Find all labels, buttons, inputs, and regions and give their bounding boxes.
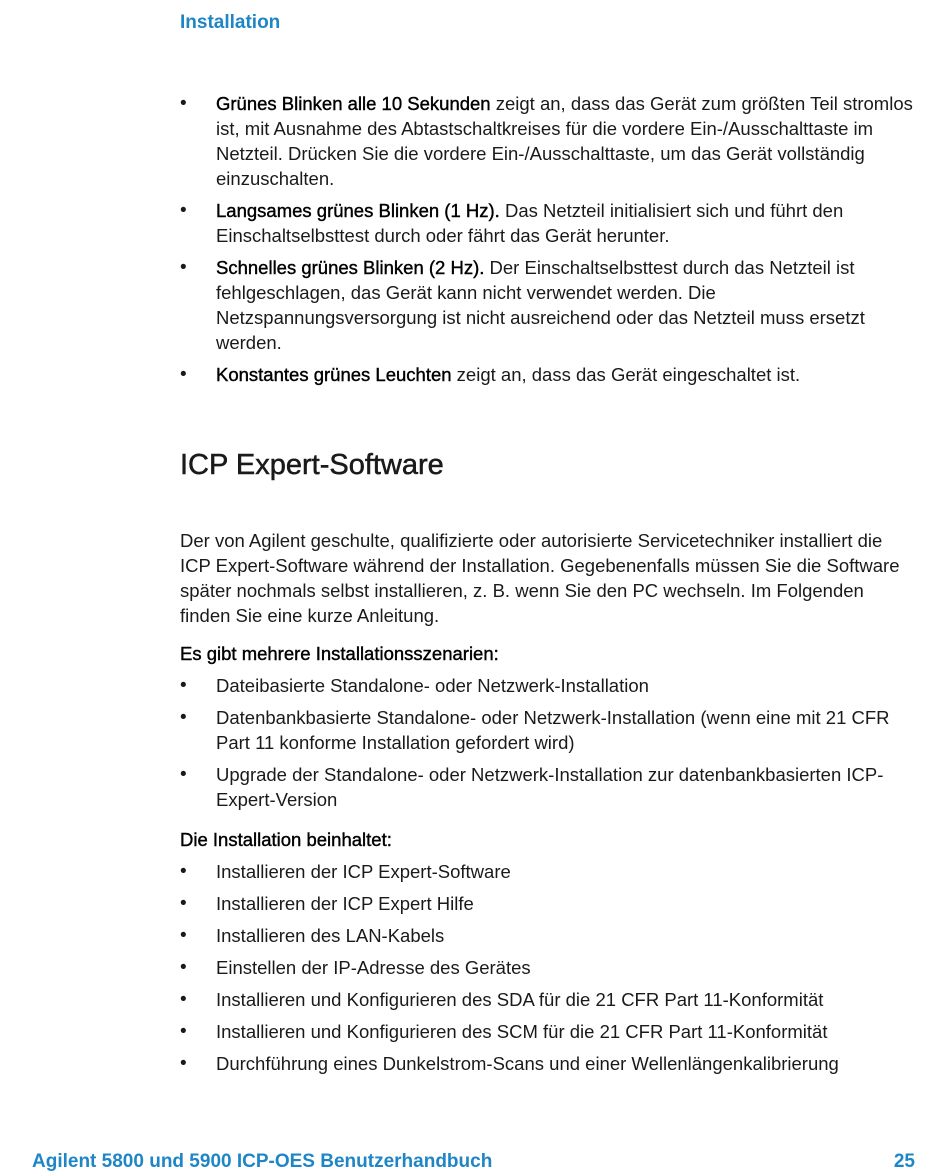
list-item: • Installieren und Konfigurieren des SDA für die 21 CFR Part 11-Konformität [180, 987, 915, 1012]
list-item [180, 362, 915, 387]
led-status-list [180, 91, 915, 387]
list-item: • Durchführung eines Dunkelstrom-Scans und einer Wellenlängenkalibrierung [180, 1051, 915, 1076]
list-item-text: zeigt an, dass das Gerät zum größten Teil stromlos ist, mit Ausnahme des Abtastschaltkreises für die vordere Ein-/Ausschalttaste im Netzteil. Drücken Sie die vordere Ein-/Ausschalttaste, um das Gerät vollständig einzuschalten. [216, 93, 913, 189]
section-intro: Der von Agilent geschulte, qualifizierte oder autorisierte Servicetechniker installiert die ICP Expert-Software während der Installation. Gegebenenfalls müssen Sie die Software später nochmals selbst installieren, z. B. wenn Sie den PC wechseln. Im Folgenden finden Sie eine kurze Anleitung. [180, 530, 900, 626]
list-item: • Dateibasierte Standalone- oder Netzwerk-Installation [180, 673, 915, 698]
list-item-lead: Langsames grünes Blinken (1 Hz). [216, 200, 500, 221]
list-item: • Installieren der ICP Expert Hilfe [180, 891, 915, 916]
list-item: • Installieren der ICP Expert-Software [180, 859, 915, 884]
list-item [180, 91, 915, 191]
footer-manual-title: Agilent 5800 und 5900 ICP-OES Benutzerhandbuch [32, 1151, 493, 1172]
list-item [180, 255, 915, 355]
scenarios-list [180, 673, 915, 812]
list-item-text: zeigt an, dass das Gerät eingeschaltet ist. [451, 364, 801, 385]
list-item [180, 198, 915, 248]
scenarios-heading: Es gibt mehrere Installationsszenarien: [180, 643, 499, 664]
list-item-lead: Schnelles grünes Blinken (2 Hz). [216, 257, 485, 278]
page-body [180, 91, 915, 1083]
includes-list [180, 859, 915, 1076]
list-item-lead: Konstantes grünes Leuchten [216, 364, 452, 385]
running-header: Installation [180, 12, 281, 33]
list-item: • Einstellen der IP-Adresse des Gerätes [180, 955, 915, 980]
list-item-lead: Grünes Blinken alle 10 Sekunden [216, 93, 491, 114]
list-item: • Installieren des LAN-Kabels [180, 923, 915, 948]
includes-heading: Die Installation beinhaltet: [180, 829, 392, 850]
list-item-text: Der Einschaltselbsttest durch das Netzteil ist fehlgeschlagen, das Gerät kann nicht verwendet werden. Die Netzspannungsversorgung ist nicht ausreichend oder das Netzteil muss ersetzt werden. [216, 257, 865, 353]
list-item: • Upgrade der Standalone- oder Netzwerk-Installation zur datenbankbasierten ICP-Expert-Version [180, 762, 915, 812]
list-item: • Datenbankbasierte Standalone- oder Netzwerk-Installation (wenn eine mit 21 CFR Part 11 konforme Installation gefordert wird) [180, 705, 915, 755]
footer-page-number: 25 [893, 1151, 915, 1172]
section-title: ICP Expert-Software [180, 449, 444, 481]
list-item-text: Das Netzteil initialisiert sich und führt den Einschaltselbsttest durch oder fährt das Gerät herunter. [216, 200, 844, 246]
list-item: • Installieren und Konfigurieren des SCM für die 21 CFR Part 11-Konformität [180, 1019, 915, 1044]
